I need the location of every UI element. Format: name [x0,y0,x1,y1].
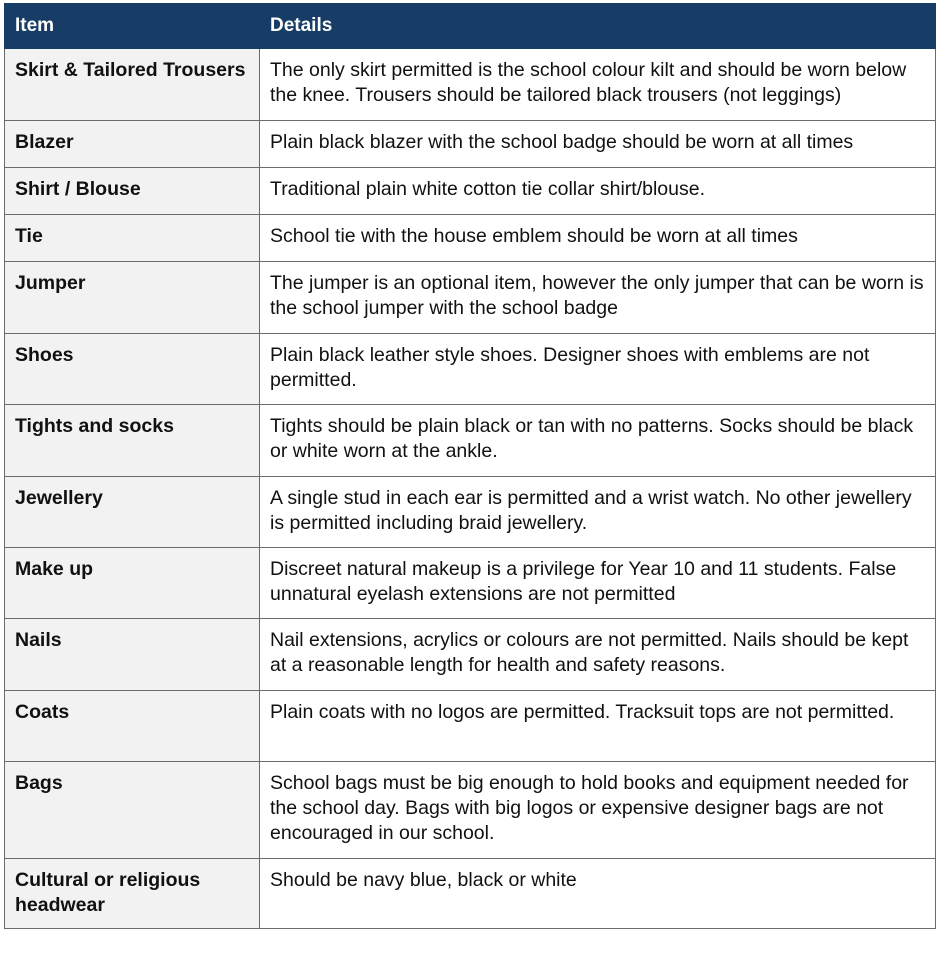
item-cell: Blazer [5,121,260,168]
table-row [5,168,936,215]
table-row [5,121,936,168]
table-row [5,619,936,691]
table-row [5,49,936,121]
table-body [5,49,936,929]
item-cell: Cultural or religious headwear [5,859,260,929]
details-cell: The only skirt permitted is the school colour kilt and should be worn below the knee. Trousers should be tailored black trousers (not leggings) [260,49,936,121]
item-cell: Skirt & Tailored Trousers [5,49,260,121]
details-cell: Tights should be plain black or tan with no patterns. Socks should be black or white worn at the ankle. [260,405,936,477]
table-row [5,215,936,262]
item-cell: Shoes [5,334,260,405]
table-row [5,334,936,405]
item-cell: Bags [5,762,260,859]
item-cell: Make up [5,548,260,619]
uniform-table [4,3,936,929]
details-cell: Plain black blazer with the school badge should be worn at all times [260,121,936,168]
details-cell: Plain black leather style shoes. Designer shoes with emblems are not permitted. [260,334,936,405]
table-row [5,859,936,929]
details-cell: School tie with the house emblem should be worn at all times [260,215,936,262]
details-cell: The jumper is an optional item, however the only jumper that can be worn is the school jumper with the school badge [260,262,936,334]
details-cell: Discreet natural makeup is a privilege for Year 10 and 11 students. False unnatural eyelash extensions are not permitted [260,548,936,619]
table-row [5,477,936,548]
details-cell: Traditional plain white cotton tie collar shirt/blouse. [260,168,936,215]
table-row [5,262,936,334]
header-item: Item [5,4,260,49]
details-cell: Should be navy blue, black or white [260,859,936,929]
details-cell: A single stud in each ear is permitted and a wrist watch. No other jewellery is permitted including braid jewellery. [260,477,936,548]
table-header [5,4,936,49]
item-cell: Nails [5,619,260,691]
header-row [5,4,936,49]
header-details: Details [260,4,936,49]
table-row [5,691,936,762]
item-cell: Jewellery [5,477,260,548]
table-row [5,405,936,477]
item-cell: Tie [5,215,260,262]
table-row [5,548,936,619]
details-cell: Plain coats with no logos are permitted. Tracksuit tops are not permitted. [260,691,936,762]
item-cell: Coats [5,691,260,762]
item-cell: Tights and socks [5,405,260,477]
item-cell: Jumper [5,262,260,334]
details-cell: School bags must be big enough to hold books and equipment needed for the school day. Bags with big logos or expensive designer bags are not encouraged in our school. [260,762,936,859]
details-cell: Nail extensions, acrylics or colours are not permitted. Nails should be kept at a reasonable length for health and safety reasons. [260,619,936,691]
item-cell: Shirt / Blouse [5,168,260,215]
table-row [5,762,936,859]
